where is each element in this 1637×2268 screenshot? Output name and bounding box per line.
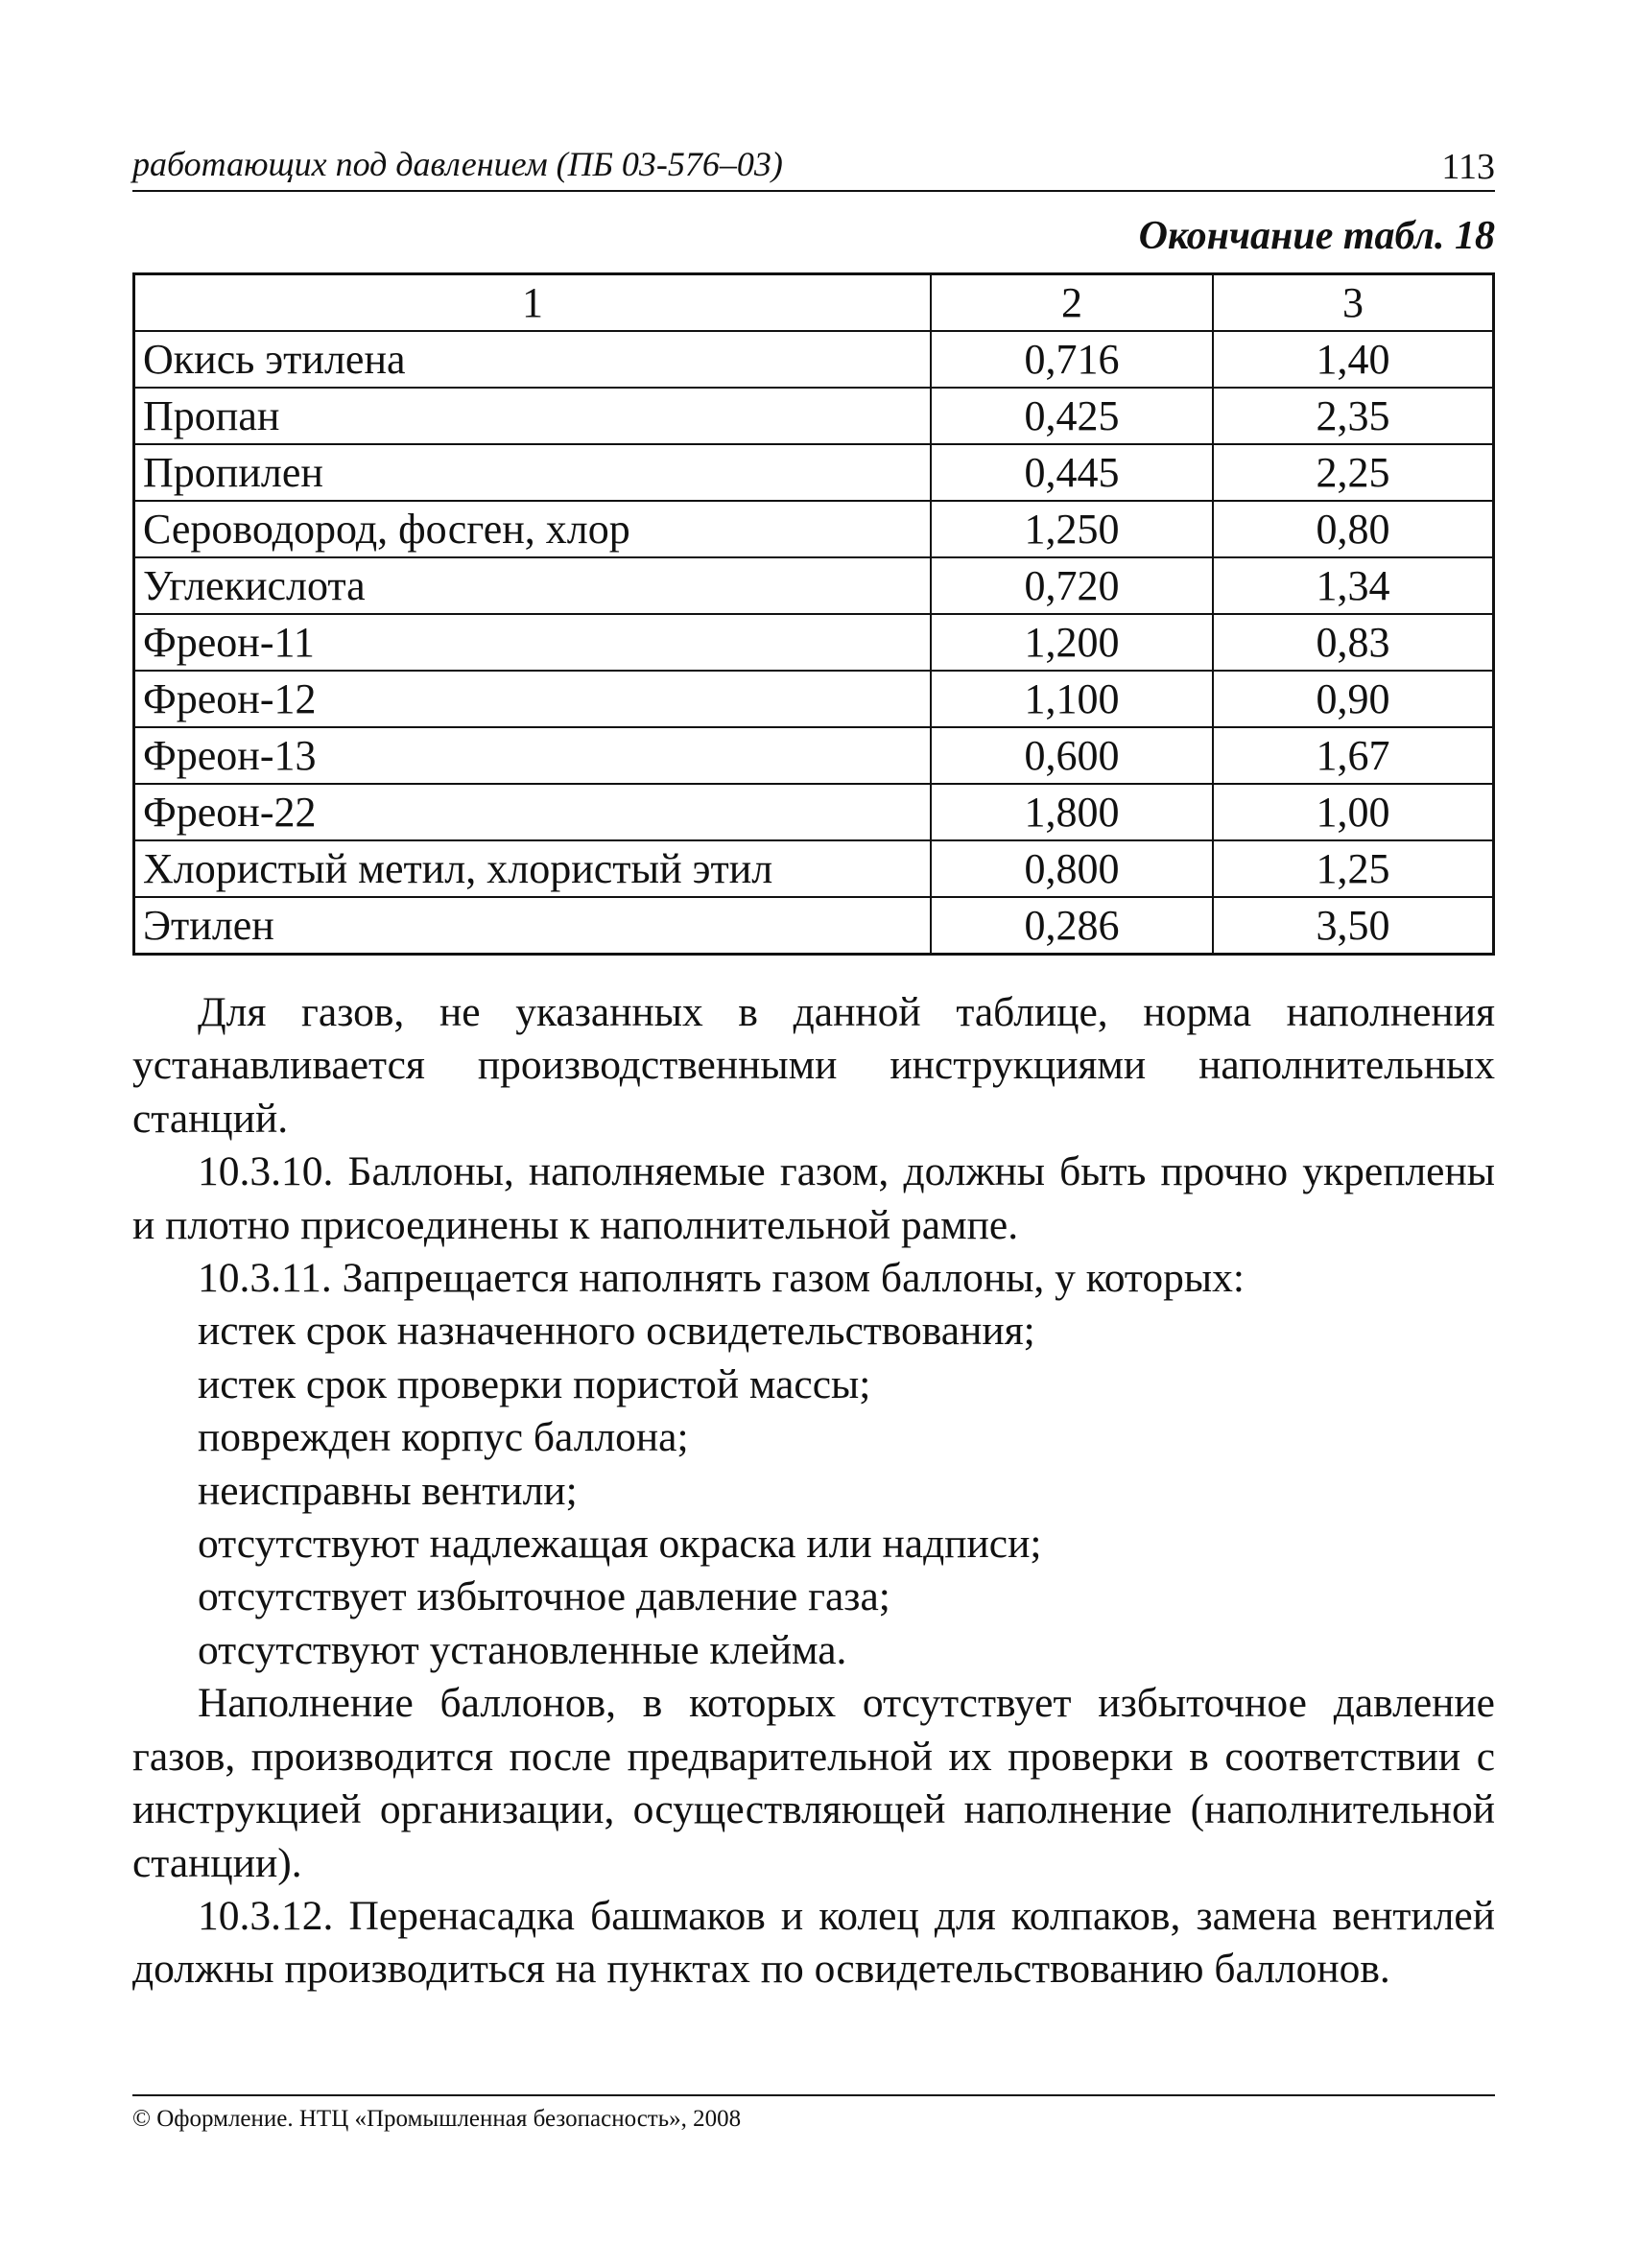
list-item: отсутствуют установленные клейма. [198, 1626, 847, 1673]
table-cell: 0,90 [1213, 671, 1494, 727]
table-cell: Хлористый метил, хлористый этил [134, 840, 932, 897]
table-cell: Этилен [134, 897, 932, 955]
paragraph-gas-norm: Для газов, не указанных в данной таблице, норма наполнения устанавливается производственными инструкциями наполнительных станций. [132, 989, 1495, 1142]
table-cell: Пропан [134, 388, 932, 444]
table-row [134, 388, 1494, 444]
table-row [134, 444, 1494, 501]
table-cell: Фреон-22 [134, 784, 932, 840]
list-item: отсутствует избыточное давление газа; [198, 1573, 890, 1620]
table-caption: Окончание табл. 18 [1138, 214, 1495, 258]
table-cell: 3,50 [1213, 897, 1494, 955]
table-cell: 2,35 [1213, 388, 1494, 444]
list-item: истек срок проверки пористой массы; [198, 1360, 871, 1407]
table-row [134, 557, 1494, 614]
document-page [132, 134, 1495, 1996]
table-cell: 1,67 [1213, 727, 1494, 784]
table-cell: 1,34 [1213, 557, 1494, 614]
table-cell: Сероводород, фосген, хлор [134, 501, 932, 557]
table-cell: 0,286 [931, 897, 1213, 955]
table-row [134, 784, 1494, 840]
list-item: истек срок назначенного освидетельствования; [198, 1308, 1035, 1355]
table-cell: 1,250 [931, 501, 1213, 557]
table-row [134, 614, 1494, 671]
table-cell: 1,00 [1213, 784, 1494, 840]
table-cell: 1,800 [931, 784, 1213, 840]
table-cell: 0,720 [931, 557, 1213, 614]
table-cell: Фреон-12 [134, 671, 932, 727]
data-table [132, 272, 1495, 956]
paragraph-10-3-10: 10.3.10. Баллоны, наполняемые газом, должны быть прочно укреплены и плотно присоединены к наполнительной рампе. [132, 1148, 1495, 1248]
table-cell: 0,425 [931, 388, 1213, 444]
table-cell: 1,100 [931, 671, 1213, 727]
table-row [134, 671, 1494, 727]
table-cell: 1,200 [931, 614, 1213, 671]
table-cell: 0,83 [1213, 614, 1494, 671]
paragraph-10-3-11: 10.3.11. Запрещается наполнять газом баллоны, у которых: [198, 1255, 1245, 1302]
table-cell: 0,600 [931, 727, 1213, 784]
table-cell: Окись этилена [134, 331, 932, 388]
list-item: неисправны вентили; [198, 1467, 578, 1514]
table-cell: Пропилен [134, 444, 932, 501]
running-header-title: работающих под давлением (ПБ 03-576–03) [132, 145, 783, 183]
column-header: 1 [134, 274, 932, 332]
table-cell: 0,716 [931, 331, 1213, 388]
table-cell: Фреон-11 [134, 614, 932, 671]
table-row [134, 331, 1494, 388]
column-header: 2 [931, 274, 1213, 332]
footer-copyright: © Оформление. НТЦ «Промышленная безопасность», 2008 [132, 2094, 1495, 2133]
running-header [132, 134, 1495, 192]
table-cell: Фреон-13 [134, 727, 932, 784]
list-item: поврежден корпус баллона; [198, 1414, 689, 1461]
table-row [134, 840, 1494, 897]
table-row [134, 727, 1494, 784]
column-header: 3 [1213, 274, 1494, 332]
table-cell: 0,800 [931, 840, 1213, 897]
table-cell: 0,445 [931, 444, 1213, 501]
list-item: отсутствуют надлежащая окраска или надписи; [198, 1521, 1042, 1568]
page-number: 113 [1441, 147, 1495, 187]
table-cell: Углекислота [134, 557, 932, 614]
table-cell: 0,80 [1213, 501, 1494, 557]
body-text [132, 986, 1495, 1996]
table-cell: 2,25 [1213, 444, 1494, 501]
table-row [134, 897, 1494, 955]
table-cell: 1,40 [1213, 331, 1494, 388]
table-header-row [134, 274, 1494, 332]
paragraph-filling: Наполнение баллонов, в которых отсутствует избыточное давление газов, производится после предварительной их проверки в соответствии с инструкцией организации, осуществляющей наполнение (наполнительной станции). [132, 1680, 1495, 1886]
table-row [134, 501, 1494, 557]
table-cell: 1,25 [1213, 840, 1494, 897]
paragraph-10-3-12: 10.3.12. Перенасадка башмаков и колец для колпаков, замена вентилей должны производиться на пунктах по освидетельствованию баллонов. [132, 1892, 1495, 1993]
